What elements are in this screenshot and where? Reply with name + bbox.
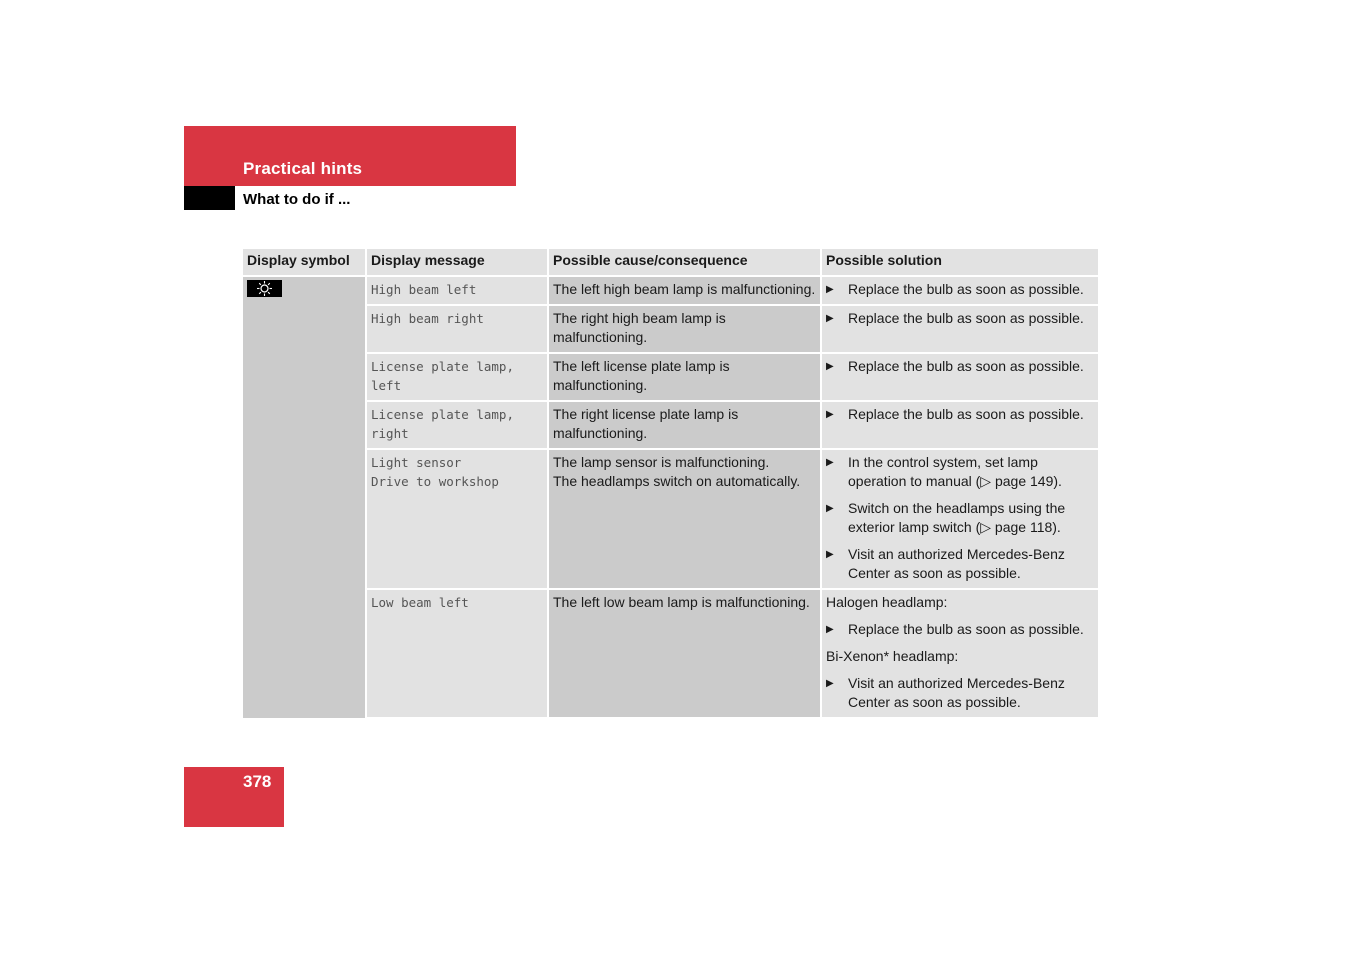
bullet-arrow-icon: ▶ [826,678,834,689]
solution-text: Switch on the headlamps using the exterior lamp switch (▷ page 118). [848,500,1066,535]
solution-text: Replace the bulb as soon as possible. [848,406,1084,422]
bullet-arrow-icon: ▶ [826,457,834,468]
solution-step [826,357,1094,376]
solution-cell [821,449,1098,589]
table-header-row [243,249,1098,276]
solution-text: In the control system, set lamp operation to manual (▷ page 149). [848,454,1062,489]
display-message-cell [366,276,548,305]
cause-cell [548,305,821,353]
cause-text: The right license plate lamp is malfunctioning. [553,406,739,441]
cause-cell [548,276,821,305]
solution-cell [821,353,1098,401]
solution-cell [821,276,1098,305]
cause-cell [548,401,821,449]
bullet-arrow-icon: ▶ [826,503,834,514]
display-message: Low beam left [371,595,469,610]
table-row [243,401,1098,449]
column-header: Display message [366,249,548,276]
subsection-title: What to do if ... [243,191,351,208]
solution-cell [821,589,1098,718]
solution-heading: Bi-Xenon* headlamp: [826,648,959,664]
display-message: High beam left [371,282,477,297]
table-row [243,589,1098,718]
display-message-cell [366,305,548,353]
page-number: 378 [243,772,272,791]
solution-cell [821,401,1098,449]
display-message: High beam right [371,311,484,326]
bullet-arrow-icon: ▶ [826,409,834,420]
solution-step [826,405,1094,424]
display-message-cell [366,353,548,401]
solution-cell [821,305,1098,353]
column-header: Possible solution [821,249,1098,276]
display-message: Drive to workshop [371,474,499,489]
solution-step [826,453,1094,491]
solution-heading: Halogen headlamp: [826,594,948,610]
solution-step [826,280,1094,299]
solution-text: Replace the bulb as soon as possible. [848,358,1084,374]
display-message: Light sensor [371,455,462,470]
diagnostic-table [243,249,1098,719]
display-symbol-cell [243,276,366,718]
table-row [243,305,1098,353]
table-row [243,276,1098,305]
cause-cell [548,449,821,589]
cause-cell [548,353,821,401]
display-message-cell [366,589,548,718]
solution-text: Replace the bulb as soon as possible. [848,310,1084,326]
solution-step [826,674,1094,712]
solution-text: Replace the bulb as soon as possible. [848,281,1084,297]
bullet-arrow-icon: ▶ [826,284,834,295]
table-row [243,353,1098,401]
column-header: Display symbol [243,249,366,276]
solution-step [826,620,1094,639]
section-marker [184,186,235,210]
solution-text: Visit an authorized Mercedes-Benz Center as soon as possible. [848,675,1065,710]
solution-step [826,499,1094,537]
cause-text: The headlamps switch on automatically. [553,473,801,489]
cause-text: The left license plate lamp is malfunctioning. [553,358,730,393]
section-title: Practical hints [243,159,363,178]
bullet-arrow-icon: ▶ [826,361,834,372]
cause-text: The left low beam lamp is malfunctioning. [553,594,810,610]
table-row [243,449,1098,589]
table-body [243,276,1098,718]
display-message-cell [366,449,548,589]
solution-step [826,309,1094,328]
display-message: License plate lamp, right [371,407,514,441]
cause-text: The lamp sensor is malfunctioning. [553,454,770,470]
display-message-cell [366,401,548,449]
solution-text: Replace the bulb as soon as possible. [848,621,1084,637]
lamp-icon [247,280,282,297]
cause-cell [548,589,821,718]
solution-text: Visit an authorized Mercedes-Benz Center as soon as possible. [848,546,1065,581]
bullet-arrow-icon: ▶ [826,549,834,560]
cause-text: The right high beam lamp is malfunctioning. [553,310,726,345]
solution-step [826,545,1094,583]
display-message: License plate lamp, left [371,359,514,393]
bullet-arrow-icon: ▶ [826,624,834,635]
cause-text: The left high beam lamp is malfunctioning. [553,281,816,297]
bullet-arrow-icon: ▶ [826,313,834,324]
column-header: Possible cause/consequence [548,249,821,276]
